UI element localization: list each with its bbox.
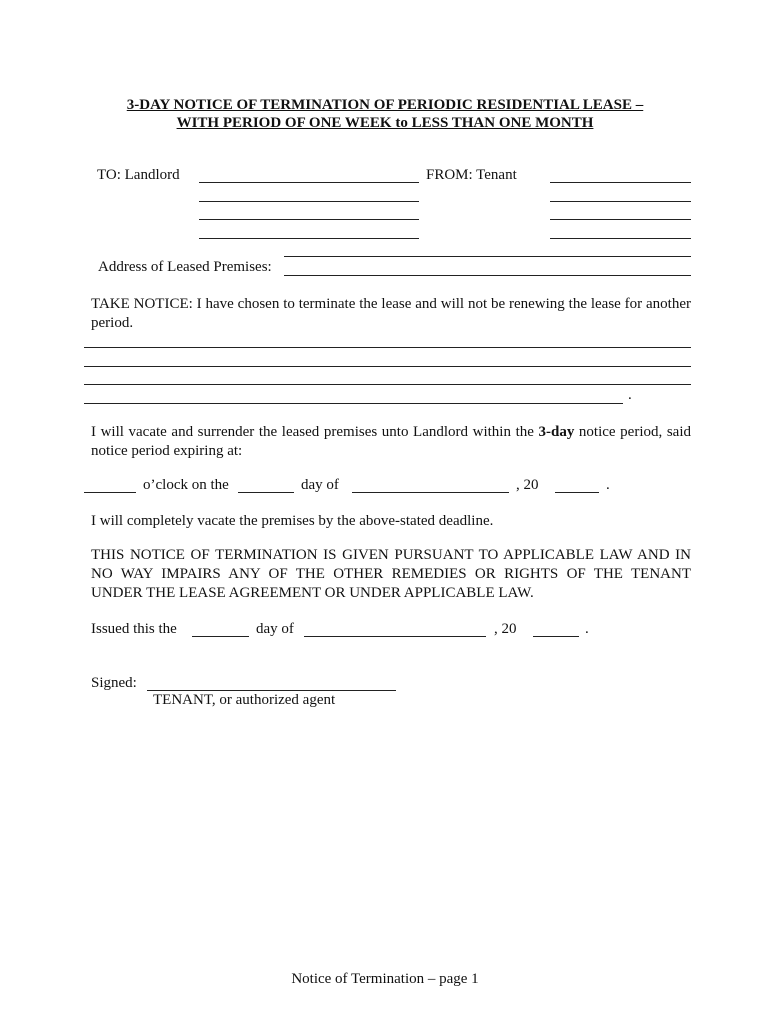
vacate-text-bold: 3-day (538, 424, 575, 440)
landlord-line-4[interactable] (199, 238, 419, 239)
issued-year-prefix: , 20 (494, 621, 517, 637)
legal-statement: THIS NOTICE OF TERMINATION IS GIVEN PURSUANT TO APPLICABLE LAW AND IN NO WAY IMPAIRS ANY OF THE OTHER REMEDIES OR RIGHTS OF THE TENANT UNDER THE LEASE AGREEMENT OR UNDER APPLICABLE LAW. (91, 547, 691, 601)
landlord-line-1[interactable] (199, 182, 419, 183)
issued-label: Issued this the (91, 621, 177, 637)
expiry-day-of-label: day of (301, 477, 339, 493)
issued-period: . (585, 621, 589, 637)
notice-line-3[interactable] (84, 384, 691, 385)
landlord-line-3[interactable] (199, 219, 419, 220)
expiry-month-line[interactable] (352, 492, 509, 493)
deadline-statement: I will completely vacate the premises by the above-stated deadline. (91, 513, 494, 529)
vacate-text-post: notice period, said notice period expiring at: (91, 424, 691, 459)
expiry-oclock-label: o’clock on the (143, 477, 229, 493)
take-notice-paragraph: TAKE NOTICE: I have chosen to terminate the lease and will not be renewing the lease for another period. (91, 296, 691, 331)
issued-month-line[interactable] (304, 636, 486, 637)
expiry-hour-line[interactable] (84, 492, 136, 493)
expiry-period: . (606, 477, 610, 493)
expiry-year-line[interactable] (555, 492, 599, 493)
signature-caption: TENANT, or authorized agent (153, 692, 336, 708)
document-title-line-2: WITH PERIOD OF ONE WEEK to LESS THAN ONE MONTH (176, 115, 594, 131)
tenant-line-4[interactable] (550, 238, 691, 239)
address-line-1[interactable] (284, 256, 691, 257)
notice-line-2[interactable] (84, 366, 691, 367)
expiry-day-line[interactable] (238, 492, 294, 493)
vacate-paragraph (91, 423, 691, 461)
page-footer: Notice of Termination – page 1 (291, 971, 479, 987)
notice-line-1[interactable] (84, 347, 691, 348)
tenant-line-1[interactable] (550, 182, 691, 183)
address-line-2[interactable] (284, 275, 691, 276)
tenant-line-3[interactable] (550, 219, 691, 220)
issued-day-of-label: day of (256, 621, 294, 637)
vacate-text-pre: I will vacate and surrender the leased premises unto Landlord within the (91, 424, 539, 440)
tenant-line-2[interactable] (550, 201, 691, 202)
landlord-line-2[interactable] (199, 201, 419, 202)
expiry-year-prefix: , 20 (516, 477, 539, 493)
from-tenant-label: FROM: Tenant (426, 167, 517, 183)
notice-end-period: . (628, 387, 632, 403)
document-title-line-1: 3-DAY NOTICE OF TERMINATION OF PERIODIC RESIDENTIAL LEASE – (126, 97, 644, 113)
issued-year-line[interactable] (533, 636, 579, 637)
address-label: Address of Leased Premises: (98, 259, 272, 275)
to-landlord-label: TO: Landlord (97, 167, 180, 183)
notice-line-4[interactable] (84, 403, 623, 404)
signed-label: Signed: (91, 675, 137, 691)
issued-day-line[interactable] (192, 636, 249, 637)
